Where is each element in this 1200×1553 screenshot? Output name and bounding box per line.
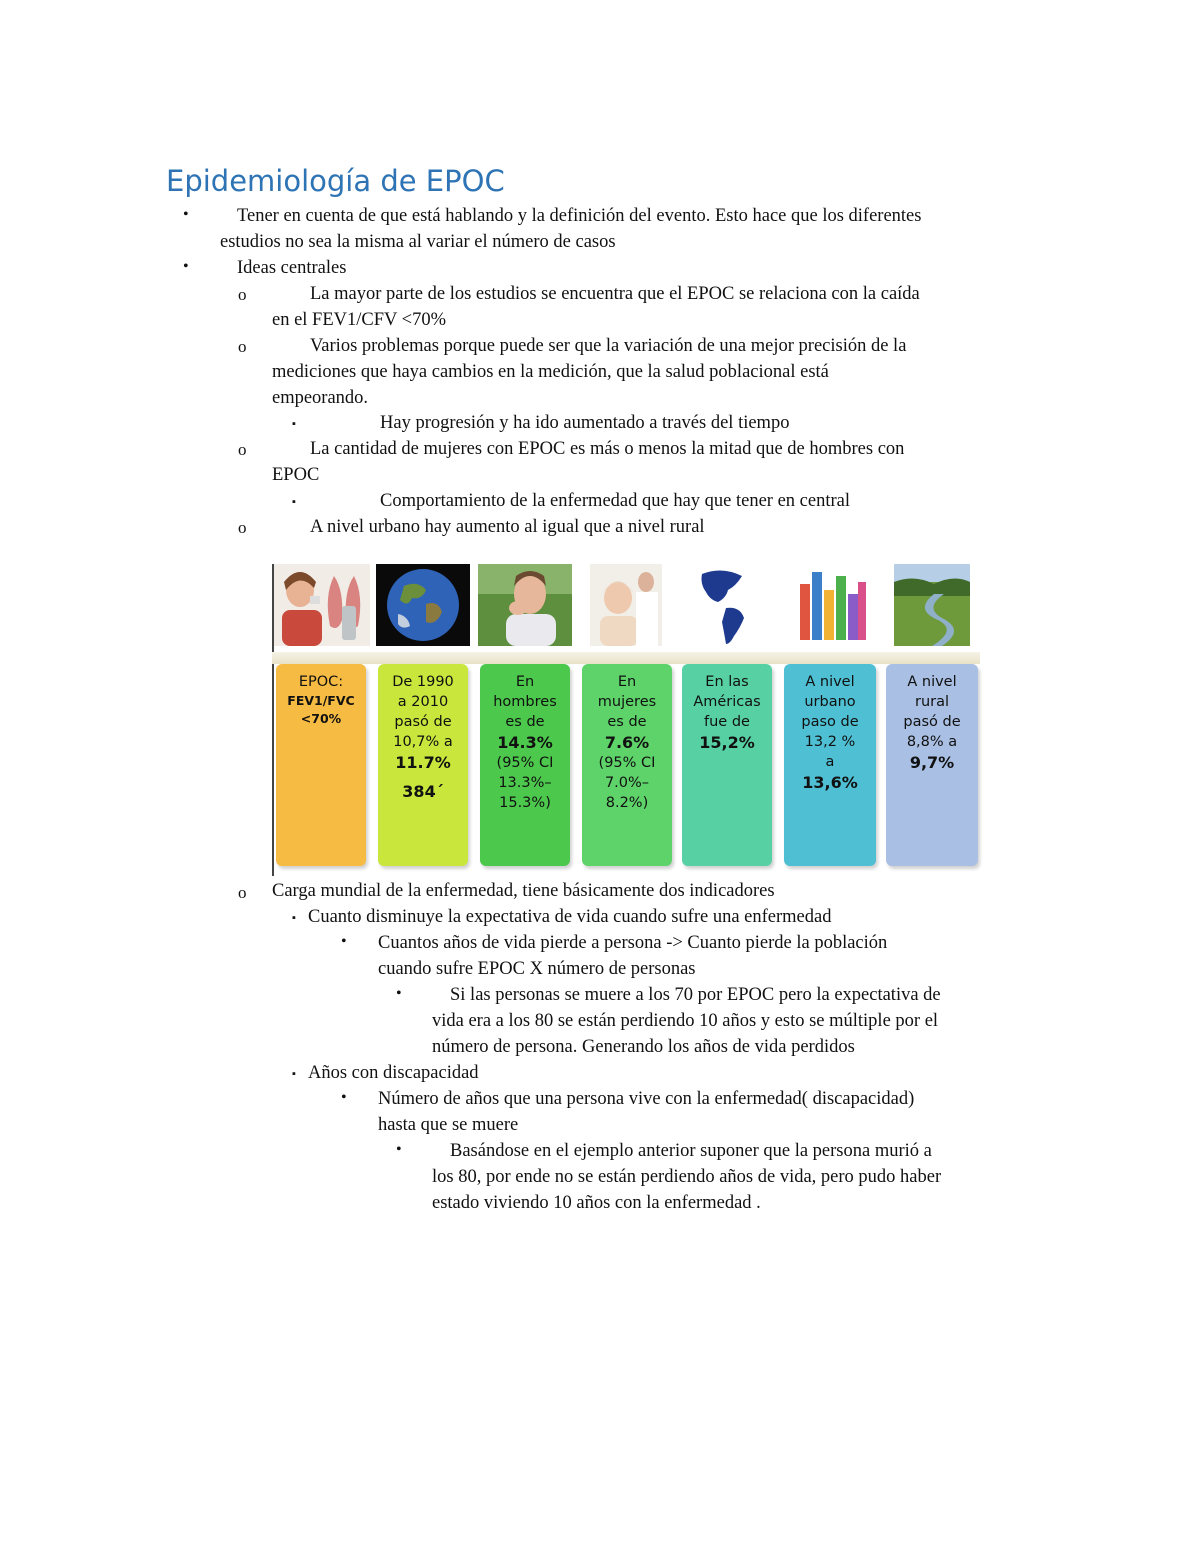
card-text: EPOC: — [298, 674, 344, 690]
bullet-text: estudios no sea la misma al variar el número de casos — [220, 232, 616, 252]
stat-card-women — [582, 664, 672, 866]
card-text: (95% CI 13.3%– 15.3%) — [496, 755, 554, 811]
card-value: 13,6% — [802, 773, 858, 792]
bullet-text: cuando sufre EPOC X número de personas — [378, 959, 696, 979]
bullet-text: estado viviendo 10 años con la enfermedad . — [432, 1193, 761, 1213]
stat-card-rural — [886, 664, 978, 866]
page-title: Epidemiología de EPOC — [166, 164, 505, 198]
card-value: 7.6% — [604, 733, 650, 752]
card-value: <70% — [300, 711, 342, 726]
stat-card-urban — [784, 664, 876, 866]
bullet-text: empeorando. — [272, 388, 369, 408]
bullet-marker: ▪ — [292, 418, 296, 430]
bullet-text: Hay progresión y ha ido aumentado a través del tiempo — [380, 413, 790, 433]
bullet-marker: o — [238, 337, 247, 356]
bullet-text: Comportamiento de la enfermedad que hay que tener en central — [380, 491, 851, 511]
bullet-text: Si las personas se muere a los 70 por EPOC pero la expectativa de — [450, 985, 941, 1005]
bullet-marker: • — [183, 206, 189, 223]
bullet-text: vida era a los 80 se están perdiendo 10 años y esto se múltiple por el — [432, 1011, 939, 1031]
bullet-text: número de persona. Generando los años de vida perdidos — [432, 1037, 855, 1057]
bullet-text: Carga mundial de la enfermedad, tiene básicamente dos indicadores — [272, 881, 775, 901]
epoc-infographic — [272, 560, 982, 878]
woman-spirometer-lungs-image — [274, 564, 370, 646]
bullet-marker: ▪ — [292, 496, 296, 508]
stat-card-americas — [682, 664, 772, 866]
card-text: A nivel rural pasó de 8,8% a — [903, 674, 961, 750]
rural-landscape-image — [894, 564, 970, 646]
bullet-marker: o — [238, 518, 247, 537]
bullet-text: A nivel urbano hay aumento al igual que a nivel rural — [310, 517, 705, 537]
bullet-text: Basándose en el ejemplo anterior suponer que la persona murió a — [450, 1141, 932, 1161]
card-text: A nivel urbano paso de 13,2 % a — [801, 674, 859, 770]
photo-shelf — [272, 652, 980, 664]
bullet-text: hasta que se muere — [378, 1115, 519, 1135]
bullet-text: Años con discapacidad — [308, 1063, 479, 1083]
stat-card-men — [480, 664, 570, 866]
americas-map-image — [696, 564, 762, 646]
card-text: En mujeres es de — [597, 674, 657, 730]
man-coughing-image — [478, 564, 572, 646]
bullet-marker: o — [238, 285, 247, 304]
card-value: 15,2% — [699, 733, 755, 752]
bullet-text: La mayor parte de los estudios se encuentra que el EPOC se relaciona con la caída — [310, 284, 920, 304]
bullet-text: La cantidad de mujeres con EPOC es más o menos la mitad que de hombres con — [310, 439, 905, 459]
bullet-marker: o — [238, 440, 247, 459]
earth-globe-image — [376, 564, 470, 646]
bullet-marker: • — [183, 258, 189, 275]
bullet-marker: ▪ — [292, 912, 296, 924]
card-text: En las Américas fue de — [693, 674, 761, 730]
bullet-text: Cuanto disminuye la expectativa de vida cuando sufre una enfermedad — [308, 907, 832, 927]
card-text: En hombres es de — [493, 674, 557, 730]
bullet-text: los 80, por ende no se están perdiendo años de vida, pero pudo haber — [432, 1167, 942, 1187]
bullet-text: Número de años que una persona vive con la enfermedad( discapacidad) — [378, 1089, 915, 1109]
card-text: FEV1/FVC — [287, 693, 355, 708]
bullet-marker: o — [238, 883, 247, 902]
bullet-text: Varios problemas porque puede ser que la variación de una mejor precisión de la — [310, 336, 907, 356]
bullet-text: Ideas centrales — [237, 258, 347, 278]
bullet-marker: • — [341, 933, 347, 950]
card-value: 9,7% — [909, 753, 955, 772]
bullet-marker: • — [396, 985, 402, 1002]
stat-card-1990-2010 — [378, 664, 468, 866]
bullet-text: en el FEV1/CFV <70% — [272, 310, 447, 330]
bullet-marker: • — [341, 1089, 347, 1106]
card-value: 384´ — [402, 782, 444, 801]
card-text: (95% CI 7.0%– 8.2%) — [598, 755, 656, 811]
card-value: 11.7% — [395, 753, 451, 772]
city-buildings-image — [796, 564, 868, 646]
card-value: 14.3% — [497, 733, 553, 752]
bullet-marker: • — [396, 1141, 402, 1158]
stat-card-epoc-definition — [276, 664, 366, 866]
bullet-text: Cuantos años de vida pierde a persona -> Cuanto pierde la población — [378, 933, 888, 953]
bullet-text: mediciones que haya cambios en la medición, que la salud poblacional está — [272, 362, 829, 382]
elderly-woman-doctor-image — [590, 564, 662, 646]
bullet-text: EPOC — [272, 465, 320, 485]
card-text: De 1990 a 2010 pasó de 10,7% a — [392, 674, 454, 750]
bullet-text: Tener en cuenta de que está hablando y la definición del evento. Esto hace que los diferentes — [237, 206, 922, 226]
bullet-marker: ▪ — [292, 1068, 296, 1080]
